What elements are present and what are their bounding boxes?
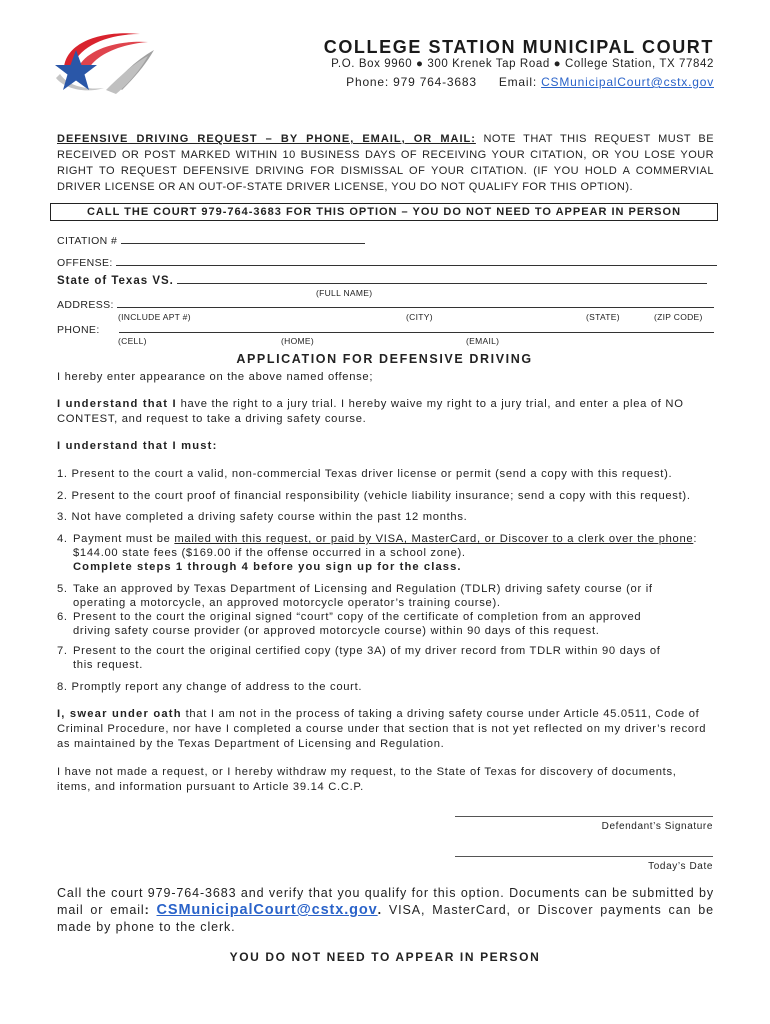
signature-label: Defendant’s Signature — [601, 821, 713, 832]
address-line[interactable] — [117, 298, 714, 308]
signature-line[interactable] — [455, 816, 713, 817]
understand-lead: I understand that I — [57, 398, 177, 410]
list-item: 8. Promptly report any change of address to the court. — [57, 681, 363, 693]
citation-line[interactable] — [121, 234, 365, 244]
offense-label: OFFENSE: — [57, 257, 113, 269]
offense-line[interactable] — [116, 256, 717, 266]
closing-post: . — [377, 903, 383, 917]
full-name-line[interactable] — [177, 274, 707, 284]
application-title: APPLICATION FOR DEFENSIVE DRIVING — [236, 352, 533, 366]
list-item: 1. Present to the court a valid, non-commercial Texas driver license or permit (send a copy with this request). — [57, 468, 673, 480]
understand-body: have the right to a jury trial. I hereby waive my right to a jury trial, and enter a plea of NO CONTEST, and request to take a driving safety course. — [57, 398, 684, 425]
citation-field[interactable] — [57, 234, 365, 247]
discovery-paragraph: I have not made a request, or I hereby withdraw my request, to the State of Texas for discovery of documents, items, and information pursuant to Article 39.14 C.C.P. — [57, 766, 677, 793]
phone-line[interactable] — [119, 323, 714, 333]
list-item: 2. Present to the court proof of financial responsibility (vehicle liability insurance; send a copy with this request). — [57, 490, 691, 502]
closing-post-rest: VISA, MasterCard, or Discover payments can be made by phone to the clerk. — [57, 903, 714, 934]
star-swoosh-logo-icon — [44, 28, 156, 100]
court-email-link[interactable]: CSMunicipalCourt@cstx.gov — [541, 75, 714, 89]
include-apt-caption: (INCLUDE APT #) — [118, 312, 191, 322]
court-address: P.O. Box 9960 ● 300 Krenek Tap Road ● College Station, TX 77842 — [331, 58, 714, 70]
city-caption: (CITY) — [406, 312, 433, 322]
court-title: COLLEGE STATION MUNICIPAL COURT — [323, 37, 714, 57]
call-court-box: CALL THE COURT 979-764-3683 FOR THIS OPTION – YOU DO NOT NEED TO APPEAR IN PERSON — [50, 203, 718, 221]
list-item: 3. Not have completed a driving safety course within the past 12 months. — [57, 511, 468, 523]
list-item: 7. Present to the court the original certified copy (type 3A) of my driver record from TDLR within 90 days of this request. — [57, 645, 661, 671]
closing-pre: Call the court 979-764-3683 and verify that you qualify for this option. Documents can be submitted by mail or email — [57, 886, 714, 917]
state-vs-label: State of Texas VS. — [57, 275, 174, 287]
intro-body: NOTE THAT THIS REQUEST MUST BE RECEIVED OR POST MARKED WITHIN 10 BUSINESS DAYS OF RECEIVING YOUR CITATION, OR YOU LOSE YOUR RIGHT TO REQUEST DEFENSIVE DRIVING FOR DISMISSAL OF YOUR CITATION. (IF YOU HOLD A COMMERVIAL DRIVER LICENSE OR AN OUT-OF-STATE DRIVER LICENSE, YOU DO NOT QUALIFY FOR THIS OPTION). — [57, 133, 714, 193]
state-caption: (STATE) — [586, 312, 620, 322]
defendant-name-field[interactable] — [57, 274, 707, 287]
court-email-label: Email: — [498, 75, 542, 89]
date-line[interactable] — [455, 856, 713, 857]
address-field[interactable] — [57, 298, 714, 311]
oath-paragraph — [57, 707, 714, 752]
intro-paragraph — [57, 131, 714, 195]
court-contact — [300, 75, 714, 89]
closing-email-link[interactable]: CSMunicipalCourt@cstx.gov — [156, 902, 378, 918]
footer-notice: YOU DO NOT NEED TO APPEAR IN PERSON — [229, 950, 541, 964]
date-label: Today’s Date — [648, 861, 713, 872]
citation-label: CITATION # — [57, 235, 118, 247]
address-label: ADDRESS: — [57, 299, 114, 311]
intro-lead: DEFENSIVE DRIVING REQUEST – BY PHONE, EMAIL, OR MAIL: — [57, 133, 476, 145]
closing-paragraph — [57, 885, 714, 936]
must-heading: I understand that I must: — [57, 440, 218, 452]
email-caption: (EMAIL) — [466, 336, 500, 346]
understand-paragraph — [57, 397, 714, 427]
oath-lead: I, swear under oath — [57, 708, 182, 720]
appearance-text: I hereby enter appearance on the above named offense; — [57, 371, 374, 383]
home-caption: (HOME) — [281, 336, 314, 346]
offense-field[interactable] — [57, 256, 717, 269]
phone-field[interactable] — [57, 323, 714, 336]
full-name-caption: (FULL NAME) — [316, 288, 373, 298]
phone-label: PHONE: — [57, 324, 100, 336]
oath-body: that I am not in the process of taking a driving safety course under Article 45.0511, Code of Criminal Procedure, nor have I completed a course under that section that is not yet reflected on my driver’s record as maintained by the Texas Department of Licensing and Regulation. — [57, 708, 707, 750]
list-item: 5. Take an approved by Texas Department of Licensing and Regulation (TDLR) driving safety course (or if operating a motorcycle, an approved motorcycle operator’s training course). — [57, 583, 653, 609]
list-item: 6. Present to the court the original signed “court” copy of the certificate of completion from an approved driving safety course provider (or approved motorcycle course) within 90 days of this request. — [57, 611, 642, 637]
list-item: 4. Payment must be mailed with this request, or paid by VISA, MasterCard, or Discover to a clerk over the phone: $144.00 state fees ($169.00 if the offense occurred in a school zone). Complete steps 1 through 4 before you sign up for the class. — [57, 533, 698, 573]
zip-caption: (ZIP CODE) — [654, 312, 703, 322]
closing-colon: : — [144, 903, 157, 917]
court-phone: Phone: 979 764-3683 — [346, 75, 477, 89]
cell-caption: (CELL) — [118, 336, 147, 346]
